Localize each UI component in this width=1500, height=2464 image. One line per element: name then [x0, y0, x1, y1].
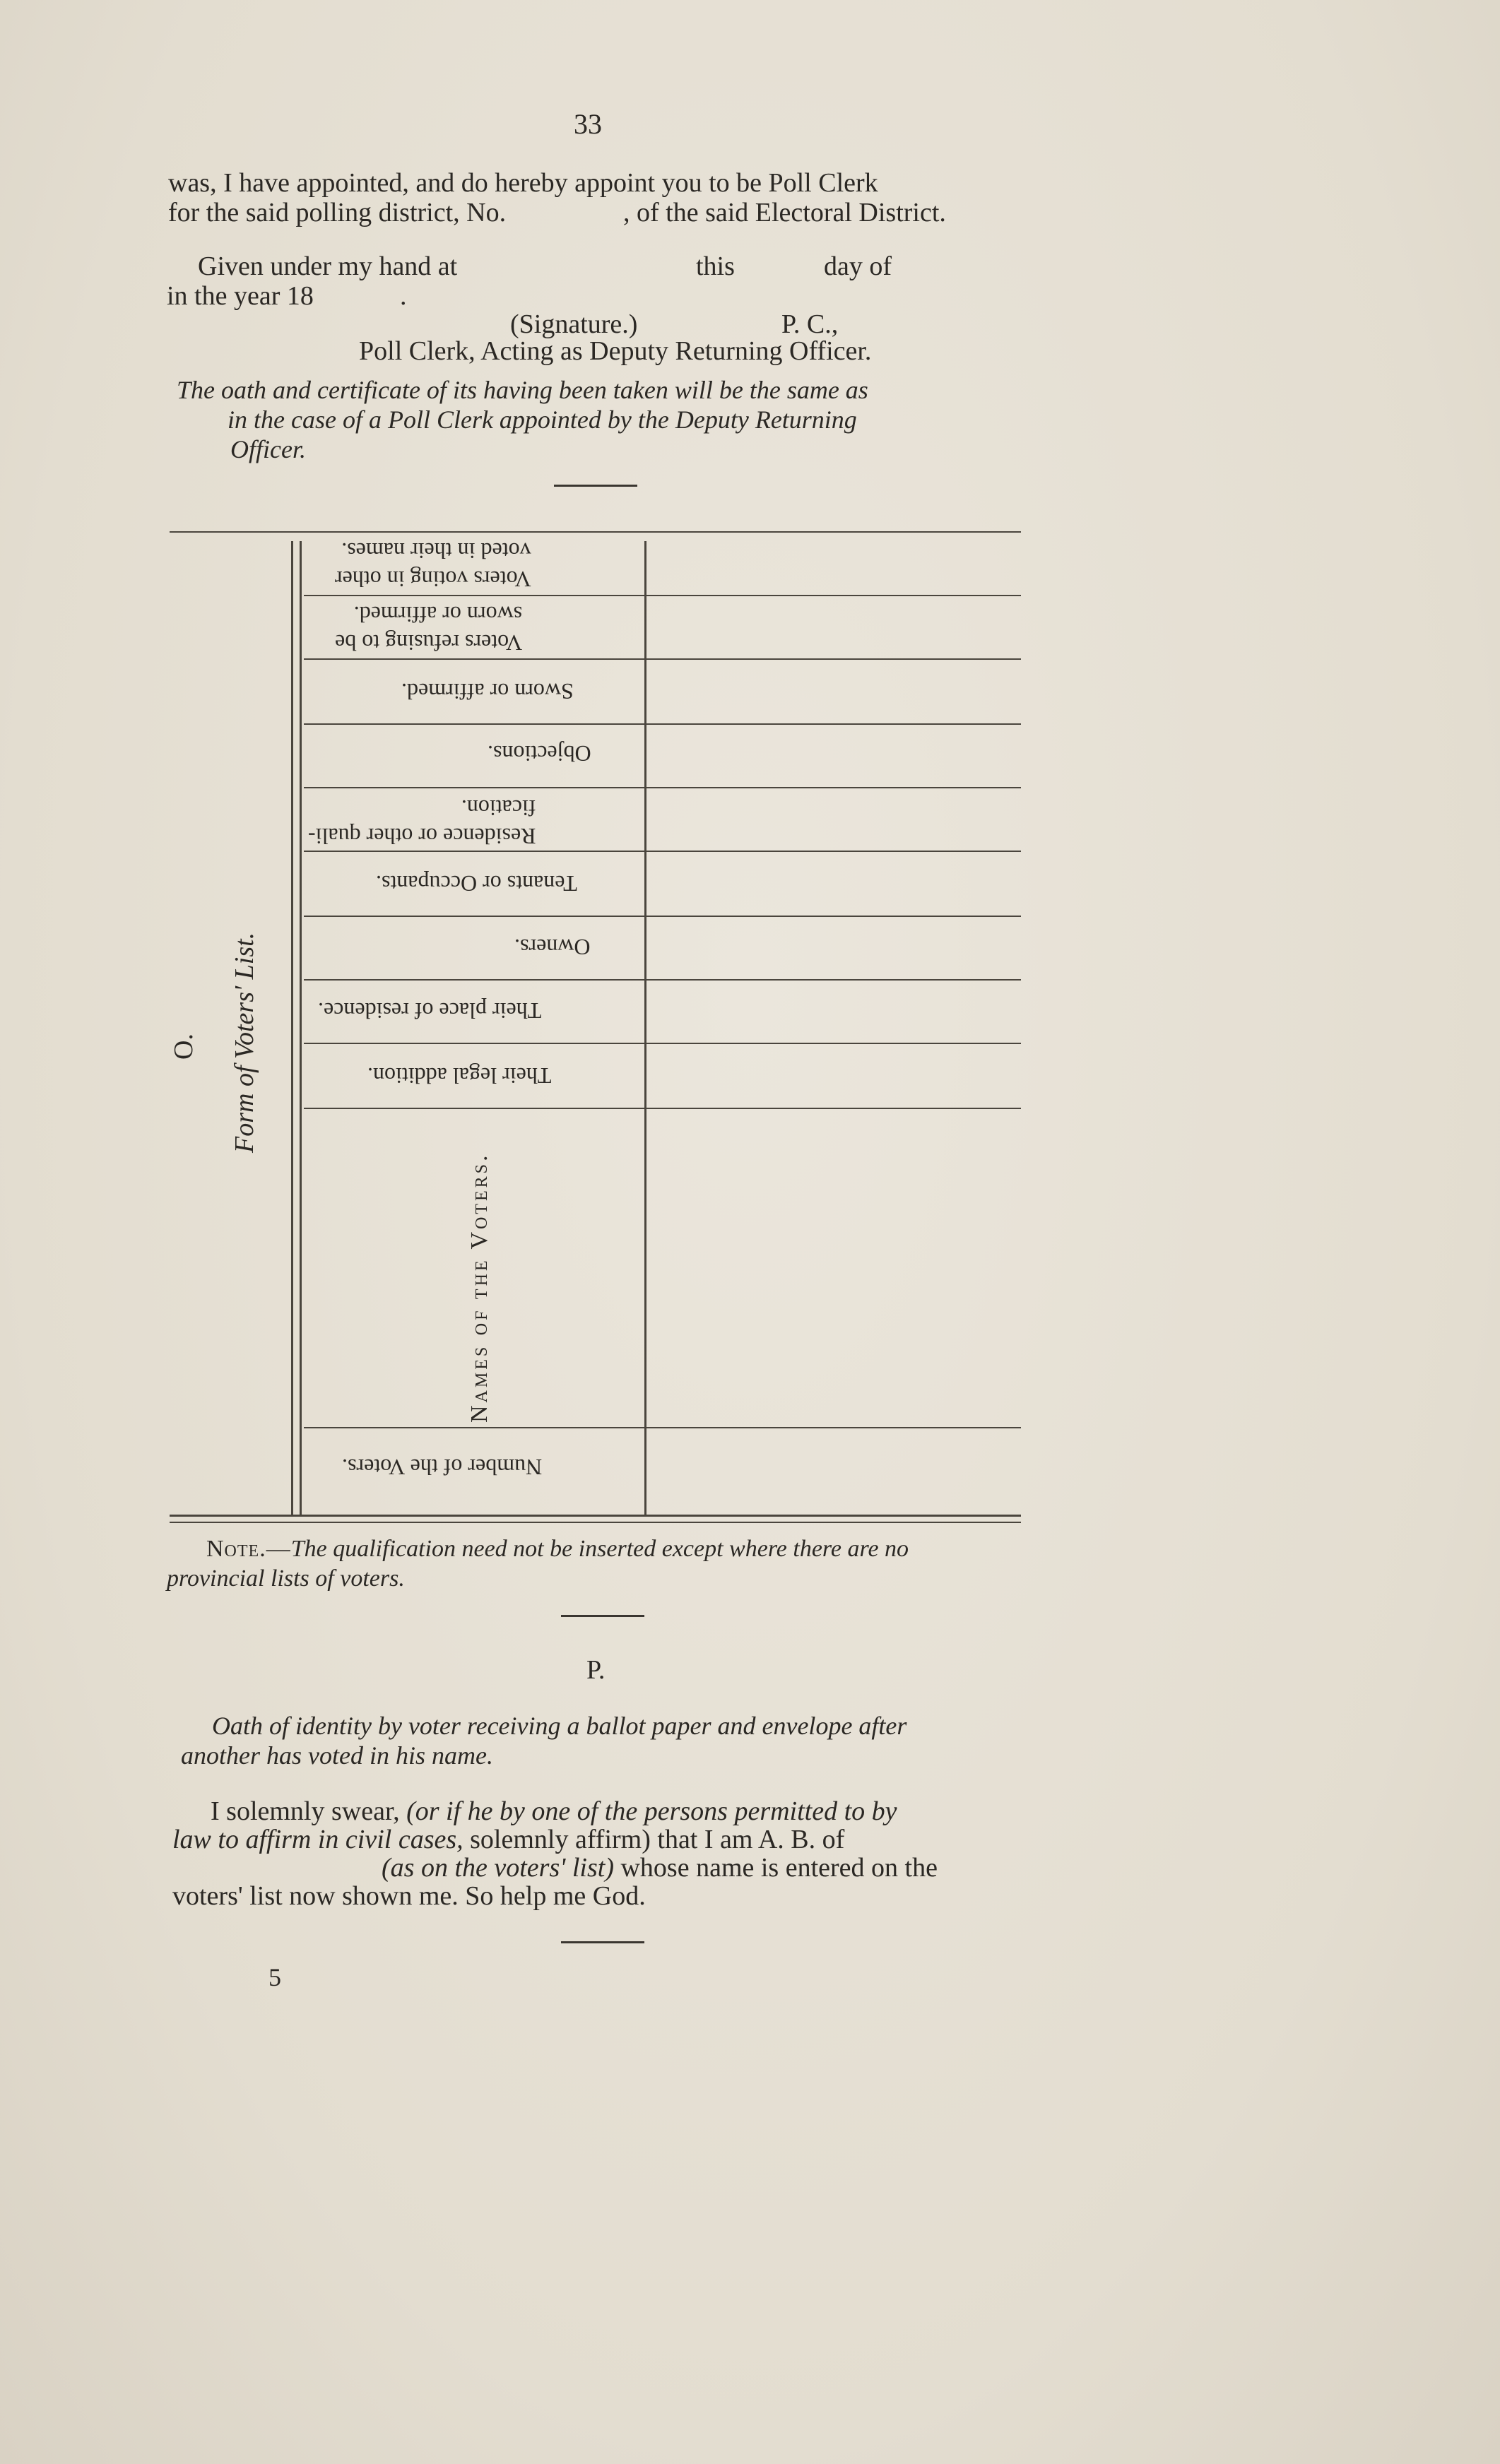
column-header: Objections. [488, 741, 591, 766]
form-letter: O. [169, 1033, 199, 1060]
column-header: Sworn or affirmed. [401, 679, 574, 704]
oath-line-2: law to affirm in civil cases, solemnly affirm) that I am A. B. of [172, 1825, 845, 1854]
column-header: Number of the Voters. [342, 1455, 543, 1480]
note-label: Note.— [206, 1536, 291, 1562]
table-bottom-rule-2 [170, 1522, 1021, 1523]
appointment-line-2b: , of the said Electoral District. [623, 198, 946, 227]
column-header: Voters refusing to be sworn or affirmed. [335, 602, 523, 656]
pc-label: P. C., [781, 309, 839, 339]
column-header: Residence or other quali- fication. [308, 795, 536, 849]
section-p-heading-2: another has voted in his name. [181, 1741, 493, 1770]
row-separator-8 [304, 1043, 1021, 1044]
page-number: 33 [574, 108, 602, 140]
table-left-rule-inner [300, 541, 302, 1516]
oath-line-4: voters' list now shown me. So help me God. [172, 1881, 646, 1911]
section-divider-2 [561, 1615, 644, 1617]
signature-mark: 5 [268, 1963, 281, 1991]
row-separator-1 [304, 595, 1021, 596]
column-header: Owners. [514, 935, 591, 960]
oath-line-3: (as on the voters' list) whose name is entered on the [382, 1853, 938, 1883]
oath-line-1: I solemnly swear, (or if he by one of the persons permitted to by [211, 1796, 897, 1826]
note-text-1: The qualification need not be inserted except where there are no [290, 1536, 909, 1562]
row-separator-2 [304, 658, 1021, 660]
oath-note-line-2: in the case of a Poll Clerk appointed by the Deputy Returning [228, 405, 857, 434]
given-this: this [696, 251, 735, 281]
column-header: Voters voting in other voted in their names. [335, 538, 531, 592]
table-column-divider [644, 541, 646, 1516]
signature-label: (Signature.) [510, 309, 638, 339]
table-bottom-rule [170, 1515, 1021, 1517]
row-separator-3 [304, 723, 1021, 725]
section-divider-3 [561, 1941, 644, 1943]
row-separator-6 [304, 916, 1021, 917]
oath-note-line-1: The oath and certificate of its having been taken will be the same as [177, 376, 868, 404]
voters-list-form [170, 531, 1021, 1529]
column-header: Their place of residence. [318, 998, 542, 1024]
given-day-of: day of [824, 251, 892, 281]
row-separator-4 [304, 787, 1021, 788]
form-title: Form of Voters' List. [230, 932, 259, 1153]
appointment-line-2a: for the said polling district, No. [168, 198, 507, 227]
given-year-dot: . [400, 281, 407, 311]
table-left-rule [291, 541, 293, 1516]
appointment-line-1: was, I have appointed, and do hereby appoint you to be Poll Clerk [168, 168, 878, 198]
oath-note-line-3: Officer. [230, 435, 306, 463]
section-p-letter: P. [586, 1655, 606, 1685]
section-divider-1 [554, 485, 637, 487]
row-separator-10 [304, 1427, 1021, 1428]
given-under-hand: Given under my hand at [198, 251, 458, 281]
section-p-heading-1: Oath of identity by voter receiving a ballot paper and envelope after [212, 1712, 907, 1740]
column-header: Tenants or Occupants. [376, 871, 577, 896]
poll-clerk-role: Poll Clerk, Acting as Deputy Returning Officer. [359, 336, 872, 366]
names-of-voters-heading: Names of the Voters. [466, 1152, 492, 1423]
note-line-1 [206, 1536, 909, 1563]
given-year: in the year 18 [167, 281, 314, 311]
column-header: Their legal addition. [367, 1063, 552, 1089]
row-separator-5 [304, 851, 1021, 852]
note-line-2: provincial lists of voters. [167, 1565, 405, 1592]
table-top-rule [170, 531, 1021, 533]
row-separator-7 [304, 979, 1021, 981]
row-separator-9 [304, 1108, 1021, 1109]
